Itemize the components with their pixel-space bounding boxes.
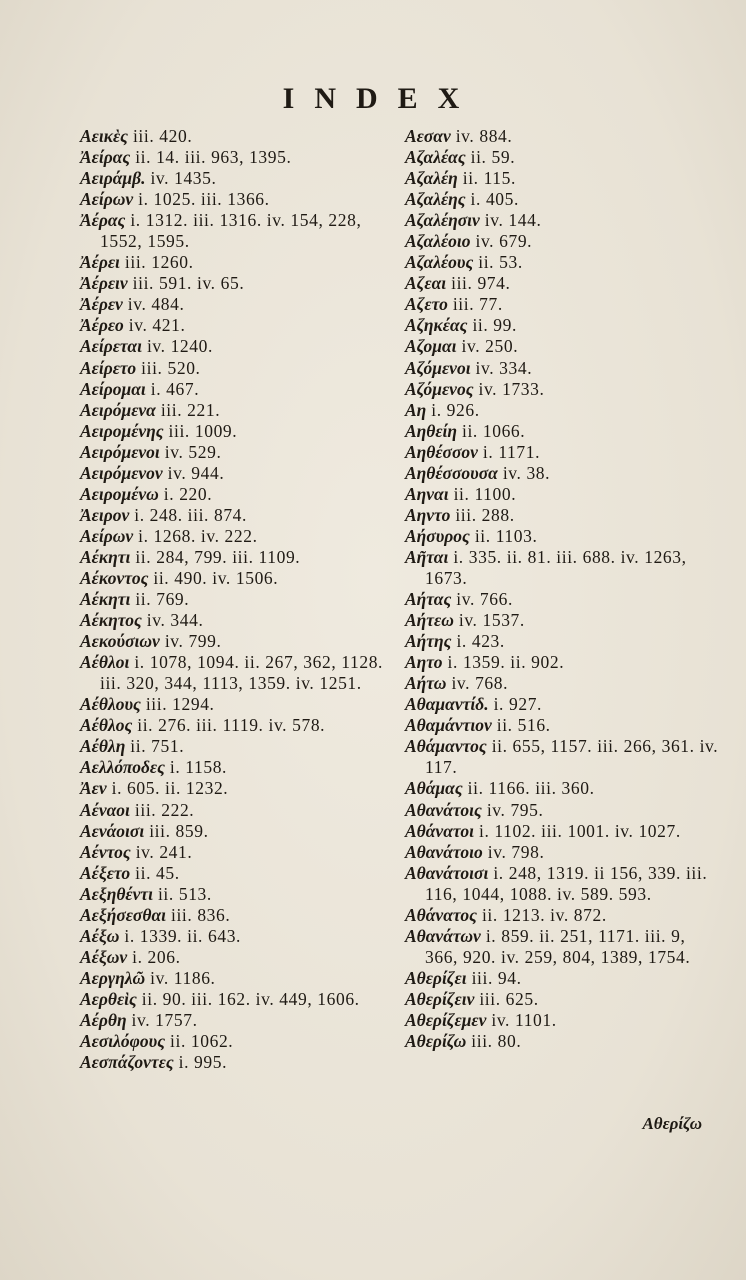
entry-references: iv. 768. <box>451 673 509 694</box>
entry-headword: Αθάμας <box>405 778 463 799</box>
index-entry <box>80 421 385 442</box>
entry-references: i. 1312. iii. 1316. iv. 154, 228, 1552, 1595. <box>100 210 362 252</box>
entry-references: i. 926. <box>431 399 480 420</box>
entry-headword: Αητο <box>405 652 443 673</box>
index-entry <box>80 652 385 694</box>
entry-headword: Ἀεν <box>80 778 107 799</box>
index-entry <box>405 358 723 379</box>
index-entry <box>405 273 723 294</box>
entry-headword: Αειρόμενα <box>80 399 156 420</box>
entry-references: iii. 221. <box>160 399 221 420</box>
index-entry <box>80 1031 385 1052</box>
index-entry <box>405 589 723 610</box>
entry-references: i. 1171. <box>482 441 541 462</box>
entry-references: ii. 490. iv. 1506. <box>153 567 279 588</box>
index-entry <box>80 736 385 757</box>
entry-headword: Ἀείρας <box>80 147 131 168</box>
entry-references: ii. 1166. iii. 360. <box>467 778 595 799</box>
index-entry <box>80 884 385 905</box>
entry-headword: Αθερίζει <box>405 967 467 988</box>
index-entry <box>405 968 723 989</box>
entry-headword: Αενάοισι <box>80 820 145 841</box>
index-entry <box>405 842 723 863</box>
entry-references: ii. 1100. <box>453 483 517 504</box>
index-entry <box>80 189 385 210</box>
index-entry <box>405 421 723 442</box>
entry-references: iv. 1757. <box>131 1009 198 1030</box>
index-entry <box>80 442 385 463</box>
entry-headword: Αζετο <box>405 294 448 315</box>
index-entry <box>405 547 723 589</box>
entry-references: ii. 59. <box>470 147 516 168</box>
index-entry <box>80 126 385 147</box>
index-entry <box>405 610 723 631</box>
entry-headword: Αειρομένης <box>80 420 164 441</box>
index-entry <box>405 631 723 652</box>
entry-headword: Αείρομαι <box>80 378 146 399</box>
entry-references: ii. 513. <box>157 883 212 904</box>
index-entry <box>80 400 385 421</box>
entry-references: ii. 284, 799. iii. 1109. <box>135 546 301 567</box>
entry-headword: Αζόμενοι <box>405 357 471 378</box>
entry-headword: Αέναοι <box>80 799 130 820</box>
entry-references: ii. 751. <box>130 736 185 757</box>
index-entry <box>80 821 385 842</box>
entry-headword: Ἀέρας <box>80 210 126 231</box>
entry-references: i. 335. ii. 81. iii. 688. iv. 1263, 1673. <box>425 546 687 588</box>
entry-references: i. 1078, 1094. ii. 267, 362, 1128. iii. 320, 344, 1113, 1359. iv. 1251. <box>100 652 384 694</box>
entry-references: iii. 859. <box>149 820 209 841</box>
entry-references: iii. 974. <box>451 273 511 294</box>
entry-headword: Αηθείη <box>405 420 458 441</box>
entry-references: i. 405. <box>470 189 519 210</box>
entry-references: iii. 1009. <box>168 420 238 441</box>
entry-headword: Αζαλέησιν <box>405 210 480 231</box>
entry-headword: Αζαλέας <box>405 147 466 168</box>
index-entry <box>405 800 723 821</box>
entry-references: iv. 679. <box>475 231 533 252</box>
entry-references: iii. 836. <box>170 904 231 925</box>
index-entry <box>80 463 385 484</box>
entry-headword: Αέθλους <box>80 694 141 715</box>
index-entry <box>405 1010 723 1031</box>
index-entry <box>80 358 385 379</box>
entry-references: iv. 144. <box>484 210 542 231</box>
entry-headword: Αηναι <box>405 483 449 504</box>
entry-references: ii. 1062. <box>170 1031 234 1052</box>
entry-references: iii. 1260. <box>124 252 194 273</box>
entry-references: ii. 655, 1157. iii. 266, 361. iv. 117. <box>425 736 719 778</box>
index-entry <box>80 252 385 273</box>
entry-headword: Αεσαν <box>405 126 451 146</box>
index-entry <box>80 694 385 715</box>
index-entry <box>80 757 385 778</box>
entry-headword: Ἀέρεο <box>80 315 124 336</box>
entry-headword: Αθάμαντος <box>405 736 487 757</box>
entry-headword: Αέντος <box>80 841 131 862</box>
entry-references: iii. 288. <box>455 504 515 525</box>
index-entry <box>405 736 723 778</box>
index-entry <box>80 168 385 189</box>
entry-headword: Αείρεται <box>80 336 142 357</box>
entry-references: i. 1158. <box>169 757 228 778</box>
entry-references: iv. 766. <box>456 589 513 610</box>
index-entry <box>80 1010 385 1031</box>
entry-headword: Αζόμενος <box>405 378 474 399</box>
entry-headword: Αερθεὶς <box>80 988 137 1009</box>
index-entry <box>80 547 385 568</box>
entry-references: ii. 99. <box>472 315 517 336</box>
entry-headword: Αειρόμενοι <box>80 441 160 462</box>
entry-references: iv. 798. <box>487 841 545 862</box>
entry-references: ii. 1103. <box>474 525 538 546</box>
index-entry <box>80 147 385 168</box>
entry-references: i. 1025. iii. 1366. <box>138 189 270 210</box>
index-entry <box>80 526 385 547</box>
index-entry <box>405 694 723 715</box>
entry-headword: Αθερίζεμεν <box>405 1009 487 1030</box>
entry-headword: Αήτω <box>405 673 447 694</box>
entry-headword: Αείρων <box>80 189 134 210</box>
entry-headword: Αέκητι <box>80 546 131 567</box>
entry-headword: Αηντο <box>405 504 451 525</box>
entry-references: i. 1102. iii. 1001. iv. 1027. <box>479 820 681 841</box>
index-entry <box>80 631 385 652</box>
index-entry <box>80 273 385 294</box>
index-entry <box>405 526 723 547</box>
entry-references: iv. 795. <box>486 799 544 820</box>
entry-headword: Αεσιλόφους <box>80 1031 166 1052</box>
entry-references: iv. 1101. <box>491 1009 557 1030</box>
entry-references: iii. 625. <box>479 988 539 1009</box>
entry-headword: Αεξηθέντι <box>80 883 153 904</box>
entry-references: ii. 45. <box>135 862 180 883</box>
entry-headword: Αζαλέης <box>405 189 466 210</box>
entry-headword: Αέθλοι <box>80 652 130 673</box>
entry-references: i. 423. <box>456 631 505 652</box>
entry-references: i. 927. <box>493 694 543 715</box>
index-entry <box>80 610 385 631</box>
entry-references: ii. 90. iii. 162. iv. 449, 1606. <box>141 988 360 1009</box>
entry-references: iv. 344. <box>146 610 204 631</box>
entry-headword: Αέξων <box>80 946 128 967</box>
entry-headword: Αθανάτοισι <box>405 862 489 883</box>
entry-headword: Ἀέρει <box>80 252 120 273</box>
entry-references: iv. 1537. <box>458 610 525 631</box>
entry-headword: Αειράμβ. <box>80 168 146 189</box>
index-entry <box>405 400 723 421</box>
entry-references: i. 248, 1319. ii 156, 339. iii. 116, 1044, 1088. iv. 589. 593. <box>425 862 708 904</box>
index-entry <box>80 484 385 505</box>
index-entry <box>80 842 385 863</box>
entry-headword: Αέθλος <box>80 715 133 736</box>
index-entry <box>405 778 723 799</box>
entry-references: i. 206. <box>132 946 181 967</box>
index-entry <box>80 589 385 610</box>
entry-references: ii. 276. iii. 1119. iv. 578. <box>137 715 326 736</box>
entry-references: iv. 799. <box>164 631 222 652</box>
entry-headword: Αήσυρος <box>405 525 470 546</box>
entry-headword: Αθανάτων <box>405 925 481 946</box>
entry-headword: Αείρων <box>80 525 134 546</box>
entry-headword: Αηθέσσουσα <box>405 462 498 483</box>
index-entry <box>80 1052 385 1073</box>
index-entry <box>405 315 723 336</box>
index-entry <box>405 210 723 231</box>
entry-references: iii. 520. <box>141 357 201 378</box>
entry-headword: Αελλόποδες <box>80 757 165 778</box>
entry-headword: Αθαμαντίδ. <box>405 694 489 715</box>
index-entry <box>405 926 723 968</box>
index-entry <box>80 568 385 589</box>
entry-headword: Αθερίζω <box>405 1031 467 1052</box>
entry-references: iv. 1733. <box>478 378 545 399</box>
index-entry <box>405 168 723 189</box>
entry-references: i. 1359. ii. 902. <box>447 652 565 673</box>
index-column-right <box>405 126 723 1052</box>
entry-references: ii. 14. iii. 963, 1395. <box>135 147 292 168</box>
entry-headword: Αέρθη <box>80 1009 127 1030</box>
index-entry <box>405 379 723 400</box>
index-entry <box>80 863 385 884</box>
entry-headword: Αήτης <box>405 631 452 652</box>
entry-headword: Αήτας <box>405 589 452 610</box>
entry-references: iv. 1435. <box>150 168 217 189</box>
entry-headword: Αζαλέοιο <box>405 231 471 252</box>
entry-headword: Αέξετο <box>80 862 131 883</box>
entry-references: i. 220. <box>163 483 213 504</box>
index-entry <box>405 463 723 484</box>
entry-headword: Αθάνατοι <box>405 820 475 841</box>
entry-references: iv. 334. <box>475 357 533 378</box>
entry-references: iv. 1240. <box>146 336 213 357</box>
index-entry <box>80 800 385 821</box>
entry-references: i. 605. ii. 1232. <box>111 778 229 799</box>
entry-headword: Ἀέρειν <box>80 273 128 294</box>
entry-references: i. 859. ii. 251, 1171. iii. 9, 366, 920. iv. 259, 804, 1389, 1754. <box>425 925 691 967</box>
index-entry <box>405 715 723 736</box>
entry-headword: Αέκητος <box>80 610 142 631</box>
entry-references: iv. 241. <box>135 841 193 862</box>
index-entry <box>405 189 723 210</box>
entry-references: iv. 1186. <box>150 967 216 988</box>
entry-references: ii. 115. <box>462 168 516 189</box>
index-entry <box>405 989 723 1010</box>
entry-references: i. 1339. ii. 643. <box>124 925 242 946</box>
entry-headword: Αθερίζειν <box>405 988 475 1009</box>
index-entry <box>405 821 723 842</box>
index-entry <box>405 126 723 147</box>
index-entry <box>405 231 723 252</box>
index-entry <box>405 484 723 505</box>
entry-references: iii. 80. <box>471 1031 522 1052</box>
entry-headword: Ἀέρεν <box>80 294 123 315</box>
entry-references: ii. 53. <box>478 252 523 273</box>
entry-headword: Αέθλη <box>80 736 126 757</box>
entry-headword: Αεκούσιων <box>80 631 160 652</box>
index-entry <box>80 336 385 357</box>
index-entry <box>405 905 723 926</box>
index-entry <box>80 926 385 947</box>
index-entry <box>80 968 385 989</box>
entry-headword: Αῆται <box>405 546 449 567</box>
entry-headword: Αείρετο <box>80 357 137 378</box>
index-entry <box>405 863 723 905</box>
index-entry <box>80 294 385 315</box>
entry-references: iii. 222. <box>134 799 195 820</box>
entry-headword: Αειρόμενον <box>80 462 163 483</box>
entry-headword: Αέκοντος <box>80 567 149 588</box>
entry-headword: Αζομαι <box>405 336 457 357</box>
catchword: Αθερίζω <box>642 1114 702 1133</box>
entry-references: iii. 94. <box>471 967 522 988</box>
entry-headword: Αειρομένω <box>80 483 159 504</box>
entry-references: iii. 77. <box>452 294 503 315</box>
entry-headword: Αέκητι <box>80 589 131 610</box>
entry-references: iii. 420. <box>132 126 193 146</box>
entry-references: ii. 769. <box>135 589 190 610</box>
index-entry <box>405 147 723 168</box>
entry-references: iv. 250. <box>461 336 519 357</box>
entry-references: i. 467. <box>150 378 200 399</box>
entry-references: iv. 421. <box>128 315 186 336</box>
index-entry <box>405 442 723 463</box>
index-entry <box>80 778 385 799</box>
page-title: INDEX <box>282 82 480 115</box>
entry-references: iv. 944. <box>167 462 225 483</box>
entry-references: ii. 1066. <box>462 420 526 441</box>
entry-headword: Αεξήσεσθαι <box>80 904 166 925</box>
entry-headword: Αεικὲς <box>80 126 128 146</box>
entry-headword: Αζαλέους <box>405 252 474 273</box>
entry-references: ii. 516. <box>496 715 551 736</box>
entry-headword: Αθάνατος <box>405 904 477 925</box>
entry-headword: Αζαλέη <box>405 168 458 189</box>
entry-references: iii. 591. iv. 65. <box>132 273 245 294</box>
index-entry <box>80 715 385 736</box>
entry-headword: Ἀειρον <box>80 504 130 525</box>
index-entry <box>80 947 385 968</box>
index-entry <box>405 252 723 273</box>
index-entry <box>80 989 385 1010</box>
entry-references: i. 248. iii. 874. <box>134 504 248 525</box>
index-column-left <box>80 126 385 1073</box>
entry-headword: Αθαμάντιον <box>405 715 492 736</box>
index-entry <box>405 673 723 694</box>
entry-references: iv. 884. <box>455 126 513 146</box>
entry-headword: Αη <box>405 399 427 420</box>
entry-headword: Αέξω <box>80 925 120 946</box>
index-entry <box>405 294 723 315</box>
entry-references: ii. 1213. iv. 872. <box>481 904 607 925</box>
entry-references: iii. 1294. <box>145 694 215 715</box>
entry-headword: Αηθέσσον <box>405 441 478 462</box>
index-entry <box>80 379 385 400</box>
entry-headword: Αθανάτοιο <box>405 841 483 862</box>
entry-headword: Αήτεω <box>405 610 454 631</box>
entry-headword: Αζηκέας <box>405 315 468 336</box>
index-entry <box>405 336 723 357</box>
entry-references: iv. 529. <box>164 441 222 462</box>
index-entry <box>80 905 385 926</box>
entry-headword: Αεσπάζοντες <box>80 1052 174 1073</box>
index-entry <box>405 652 723 673</box>
index-entry <box>80 210 385 252</box>
index-entry <box>405 1031 723 1052</box>
index-entry <box>405 505 723 526</box>
entry-references: i. 1268. iv. 222. <box>138 525 258 546</box>
entry-headword: Αθανάτοις <box>405 799 482 820</box>
entry-headword: Αεργηλῶ <box>80 967 146 988</box>
entry-references: iv. 484. <box>127 294 185 315</box>
entry-headword: Αζεαι <box>405 273 447 294</box>
index-entry <box>80 505 385 526</box>
entry-references: iv. 38. <box>502 462 551 483</box>
index-entry <box>80 315 385 336</box>
entry-references: i. 995. <box>178 1052 228 1073</box>
